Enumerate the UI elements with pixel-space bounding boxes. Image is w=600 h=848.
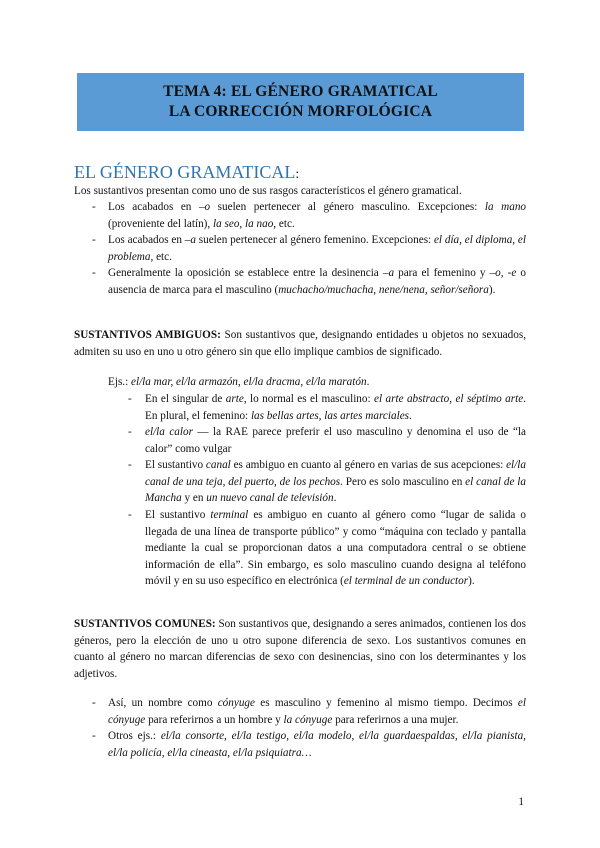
list-item: Otros ejs.: el/la consorte, el/la testigo, el/la modelo, el/la guardaespaldas, el/la pianista, el/la policía, el/la cineasta, el/la psiquiatra… [108, 730, 526, 759]
list-item: Los acabados en –a suelen pertenecer al género femenino. Excepciones: el día, el diploma, el problema, etc. [108, 234, 526, 263]
bullet: - [92, 267, 96, 279]
title-banner [77, 73, 524, 131]
bullet: - [128, 459, 132, 471]
list-item: Así, un nombre como cónyuge es masculino y femenino al mismo tiempo. Decimos el cónyuge para referirnos a un hombre y la cónyuge para referirnos a una mujer. [108, 697, 526, 726]
page-number: 1 [518, 796, 524, 808]
title-line-2: LA CORRECCIÓN MORFOLÓGICA [168, 103, 433, 120]
list-item: Generalmente la oposición se establece entre la desinencia –a para el femenino y –o, -e o ausencia de marca para el masculino (muchacho/muchacha, nene/nena, señor/señora). [108, 267, 527, 296]
bullet: - [92, 697, 96, 709]
bullet: - [92, 234, 96, 246]
ambiguos-paragraph: SUSTANTIVOS AMBIGUOS: Son sustantivos que, designando entidades u objetos no sexuados, admiten su uso en uno u otro género sin que ello implique cambios de significado. [74, 329, 526, 358]
title-line-1: TEMA 4: EL GÉNERO GRAMATICAL [163, 83, 438, 100]
list-item: En el singular de arte, lo normal es el masculino: el arte abstracto, el séptimo arte. En plural, el femenino: las bellas artes, las artes marciales. [145, 393, 526, 422]
list-item: el/la calor — la RAE parece preferir el uso masculino y denomina el uso de “la calor” como vulgar [145, 426, 526, 455]
ejemplos-line: Ejs.: el/la mar, el/la armazón, el/la dracma, el/la maratón. [108, 376, 370, 388]
bullet: - [128, 426, 132, 438]
comunes-paragraph: SUSTANTIVOS COMUNES: Son sustantivos que, designando a seres animados, contienen los dos géneros, pero la elección de uno u otro supone diferencia de sexo. Los sustantivos comunes en cuanto al género no marcan diferencias de sexo con desinencias, sino con los determinantes y los adjetivos. [74, 618, 526, 680]
list-item: Los acabados en –o suelen pertenecer al género masculino. Excepciones: la mano (proveniente del latín), la seo, la nao, etc. [108, 201, 527, 230]
intro-paragraph: Los sustantivos presentan como uno de sus rasgos característicos el género gramatical. [74, 185, 462, 197]
bullet: - [128, 393, 132, 405]
section-heading: EL GÉNERO GRAMATICAL: [74, 162, 300, 182]
list-item: El sustantivo canal es ambiguo en cuanto al género en varias de sus acepciones: el/la canal de una teja, del puerto, de los pechos. Pero es solo masculino en el canal de la Mancha y en un nuevo canal de televisión. [145, 459, 526, 505]
bullet: - [128, 509, 132, 521]
bullet: - [92, 201, 96, 213]
list-item: El sustantivo terminal es ambiguo en cuanto al género como “lugar de salida o llegada de una línea de transporte público” y como “máquina con teclado y pantalla mediante la cual se proporcionan datos a una computadora central o se obtiene información de ella”. Sin embargo, es solo masculino cuando designa al teléfono móvil y en su uso específico en electrónica (el terminal de un conductor). [145, 509, 526, 588]
bullet: - [92, 730, 96, 742]
